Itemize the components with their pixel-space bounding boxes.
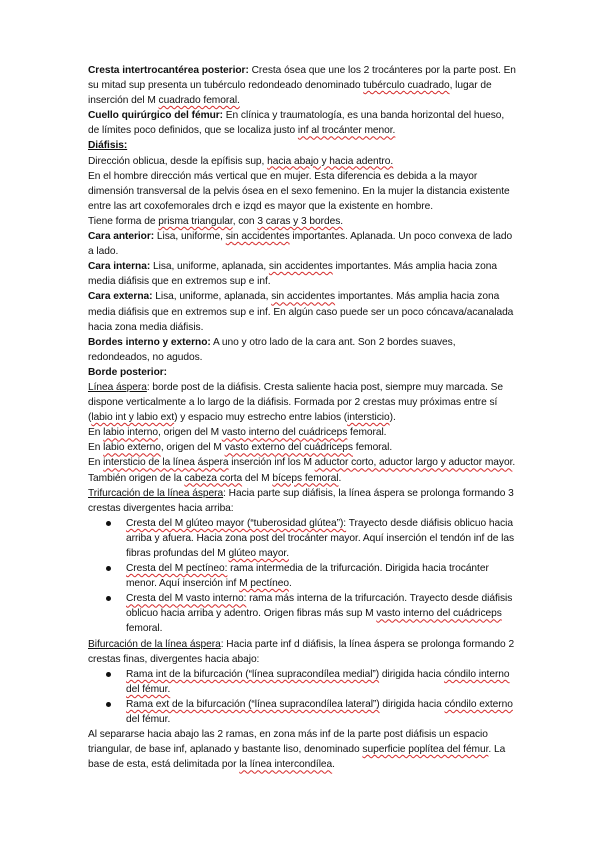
- text-run: rama más interna de la trifurcación. Trayecto desde diáfisis oblicuo hacia arriba y adentro. Origen fibras más sup M: [126, 593, 513, 620]
- paragraph-trifurcacion: [88, 486, 518, 516]
- paragraph-superficie-poplitea: [88, 727, 518, 772]
- term-heading: Cara interna:: [88, 261, 151, 273]
- spellcheck-underlined-text: glúteo mayor.: [228, 548, 289, 559]
- paragraph-bordes: [88, 335, 518, 365]
- section-heading: Diáfisis:: [88, 140, 128, 152]
- spellcheck-underlined-text: labio int y labio ext: [91, 412, 175, 424]
- underlined-term: Bifurcación de la línea áspera: [88, 638, 221, 650]
- text-run: inserción inf los M: [228, 457, 315, 469]
- spellcheck-underlined-text: cóndilo interno del fémur.: [126, 668, 510, 695]
- term-heading: Cresta intertrocantérea posterior:: [88, 65, 249, 76]
- spellcheck-underlined-text: sin accidentes: [268, 261, 333, 273]
- list-item: [126, 667, 518, 697]
- text-run: . También origen de la: [88, 457, 516, 484]
- text-run: Lisa, uniforme, aplanada,: [150, 261, 269, 273]
- paragraph-direccion: [88, 154, 518, 169]
- term-heading: Cuello quirúrgico del fémur:: [88, 110, 224, 122]
- term-heading: Borde posterior:: [88, 366, 168, 378]
- text-run: .: [332, 759, 335, 771]
- spellcheck-underlined-text: hacia abajo y hacia adentro.: [267, 155, 394, 167]
- list-item: [126, 561, 518, 591]
- spellcheck-underlined-text: bíceps femoral: [272, 472, 339, 484]
- spellcheck-underlined-text: inf al trocánter menor.: [297, 125, 396, 137]
- text-run: , lugar de inserción del M: [88, 80, 492, 107]
- text-run: Trayecto desde diáfisis oblicuo hacia arriba y afuera. Hacia zona post del trocánter mayor. Aquí inserción el tendón inf de las fibras profundas del M: [126, 517, 514, 559]
- section-heading-diafisis: [88, 138, 518, 153]
- text-run: .: [338, 472, 342, 484]
- text-run: femoral.: [126, 623, 163, 635]
- spellcheck-underlined-text: 3 caras y 3 bordes.: [257, 215, 344, 227]
- text-run: Dirección oblicua, desde la epífisis sup,: [88, 155, 268, 167]
- underlined-term: Trifurcación de la línea áspera: [88, 487, 224, 499]
- spellcheck-underlined-text: superficie poplítea del fémur: [362, 744, 489, 756]
- text-run: En: [88, 457, 104, 469]
- text-run: , origen del M: [160, 442, 225, 454]
- text-run: : borde post de la diáfisis. Cresta saliente hacia post, siempre muy marcada. Se dispone verticalmente a lo largo de la diáfisis. Formada por 2 crestas muy próximas entre sí (: [88, 381, 504, 424]
- text-run: femoral.: [352, 442, 393, 454]
- text-run: : Hacia parte sup diáfisis, la línea áspera se prolonga formando 3 crestas divergentes hacia arriba:: [88, 487, 514, 514]
- bullet-list-trifurcacion: [88, 516, 518, 637]
- spellcheck-underlined-text: M pectíneo: [239, 578, 289, 590]
- text-run: Cresta ósea que une los 2 trocánteres por la parte post. En su mitad sup presenta un tubérculo redondeado denominado: [88, 65, 516, 92]
- text-run: .: [289, 578, 292, 590]
- spellcheck-underlined-text: vasto interno del cuádriceps: [376, 608, 502, 620]
- paragraph-hombre-mujer: [88, 169, 518, 214]
- paragraph-cara-externa: [88, 289, 518, 334]
- paragraph-labio-interno: [88, 425, 518, 440]
- term-heading: Bordes interno y externo:: [88, 336, 211, 348]
- text-run: , origen del M: [158, 427, 222, 439]
- text-run: , con: [232, 215, 258, 227]
- spellcheck-underlined-text: cabeza corta: [184, 472, 243, 484]
- spellcheck-underlined-text: Cresta del M glúteo mayor (“tuberosidad glútea”):: [126, 517, 347, 529]
- spellcheck-underlined-text: Cresta del M pectíneo:: [126, 563, 228, 575]
- text-run: importantes. Aplanada. Un poco convexa de lado a lado.: [88, 231, 513, 258]
- spellcheck-underlined-text: Rama int de la bifurcación (“línea supracondílea medial”): [126, 668, 380, 680]
- spellcheck-underlined-text: Cresta del M vasto interno:: [126, 593, 247, 605]
- paragraph-cara-interna: [88, 259, 518, 289]
- spellcheck-underlined-text: intersticio: [347, 412, 390, 424]
- text-run: A uno y otro lado de la cara ant. Son 2 bordes suaves, redondeados, no agudos.: [88, 336, 456, 363]
- text-run: . La base de esta, está delimitada por: [88, 744, 506, 771]
- spellcheck-underlined-text: Rama ext de la bifurcación (“línea supracondílea lateral”): [126, 698, 380, 710]
- spellcheck-underlined-text: labio externo: [103, 442, 161, 454]
- spellcheck-underlined-text: aductor corto, aductor largo y aductor mayor: [314, 457, 513, 469]
- text-run: Lisa, uniforme,: [154, 231, 226, 243]
- paragraph-labio-externo: [88, 440, 518, 455]
- text-run: importantes. Más amplia hacia zona media diáfisis que en extremos sup e inf. En algún caso puede ser un poco cóncava/acanalada hacia zona media diáfisis.: [88, 291, 514, 333]
- text-run: dirigida hacia: [379, 698, 445, 710]
- term-heading: Cara anterior:: [88, 231, 155, 243]
- text-run: : Hacia parte inf d diáfisis, la línea áspera se prolonga formando 2 crestas finas, divergentes hacia abajo:: [88, 638, 515, 665]
- paragraph-linea-aspera: [88, 380, 518, 425]
- spellcheck-underlined-text: sin accidentes: [271, 291, 336, 303]
- text-run: ) y espacio muy estrecho entre labios (: [174, 412, 348, 424]
- text-run: En clínica y traumatología, es una banda horizontal del hueso, de límites poco definidos, que se localiza justo: [88, 110, 505, 137]
- paragraph-bifurcacion: [88, 637, 518, 667]
- spellcheck-underlined-text: vasto externo del cuádriceps: [224, 442, 353, 454]
- list-item: [126, 697, 518, 727]
- text-run: En: [88, 442, 104, 454]
- spellcheck-underlined-text: intersticio de la línea áspera: [103, 457, 229, 469]
- term-heading: Cara externa:: [88, 291, 153, 303]
- text-run: importantes. Más amplia hacia zona media diáfisis que en extremos sup e inf.: [88, 261, 497, 288]
- text-run: Tiene forma de: [88, 215, 159, 227]
- paragraph-forma: [88, 214, 518, 229]
- list-item: [126, 591, 518, 636]
- spellcheck-underlined-text: prisma triangular: [158, 215, 233, 227]
- list-item: [126, 516, 518, 561]
- section-heading-borde-posterior: [88, 365, 518, 380]
- text-run: femoral.: [347, 427, 387, 439]
- text-run: En: [88, 427, 104, 439]
- text-run: rama intermedia de la trifurcación. Dirigida hacia trocánter menor. Aquí inserción inf: [126, 563, 489, 590]
- bullet-list-bifurcacion: [88, 667, 518, 727]
- spellcheck-underlined-text: cóndilo externo: [444, 698, 513, 710]
- text-run: dirigida hacia: [379, 668, 445, 680]
- spellcheck-underlined-text: tubérculo cuadrado: [363, 80, 450, 92]
- paragraph-cuello-quirurgico: [88, 108, 518, 138]
- document-body: [88, 63, 518, 772]
- spellcheck-underlined-text: la línea intercondílea: [239, 759, 333, 771]
- paragraph-intersticio: [88, 455, 518, 485]
- spellcheck-underlined-text: vasto interno del cuádriceps: [221, 427, 348, 439]
- spellcheck-underlined-text: sin accidentes: [225, 231, 290, 243]
- text-run: ).: [389, 412, 396, 424]
- spellcheck-underlined-text: labio interno: [103, 427, 159, 439]
- text-run: En el hombre dirección más vertical que en mujer. Esta diferencia es debida a la mayor dimensión transversal de la pelvis ósea en el sexo femenino. En la mujer la distancia existente entre las art coxofemorales drch e izqd es mayor que la existente en hombre.: [88, 170, 510, 212]
- paragraph-cara-anterior: [88, 229, 518, 259]
- text-run: Al separarse hacia abajo las 2 ramas, en zona más inf de la parte post diáfisis un espacio triangular, de base inf, aplanado y bastante liso, denominado: [88, 729, 488, 756]
- spellcheck-underlined-text: cuadrado femoral.: [158, 95, 240, 107]
- text-run: Lisa, uniforme, aplanada,: [152, 291, 272, 303]
- paragraph-cresta-intertrocanterea: [88, 63, 518, 108]
- text-run: del M: [242, 472, 273, 484]
- underlined-term: Línea áspera: [88, 381, 147, 393]
- text-run: del fémur.: [126, 714, 171, 726]
